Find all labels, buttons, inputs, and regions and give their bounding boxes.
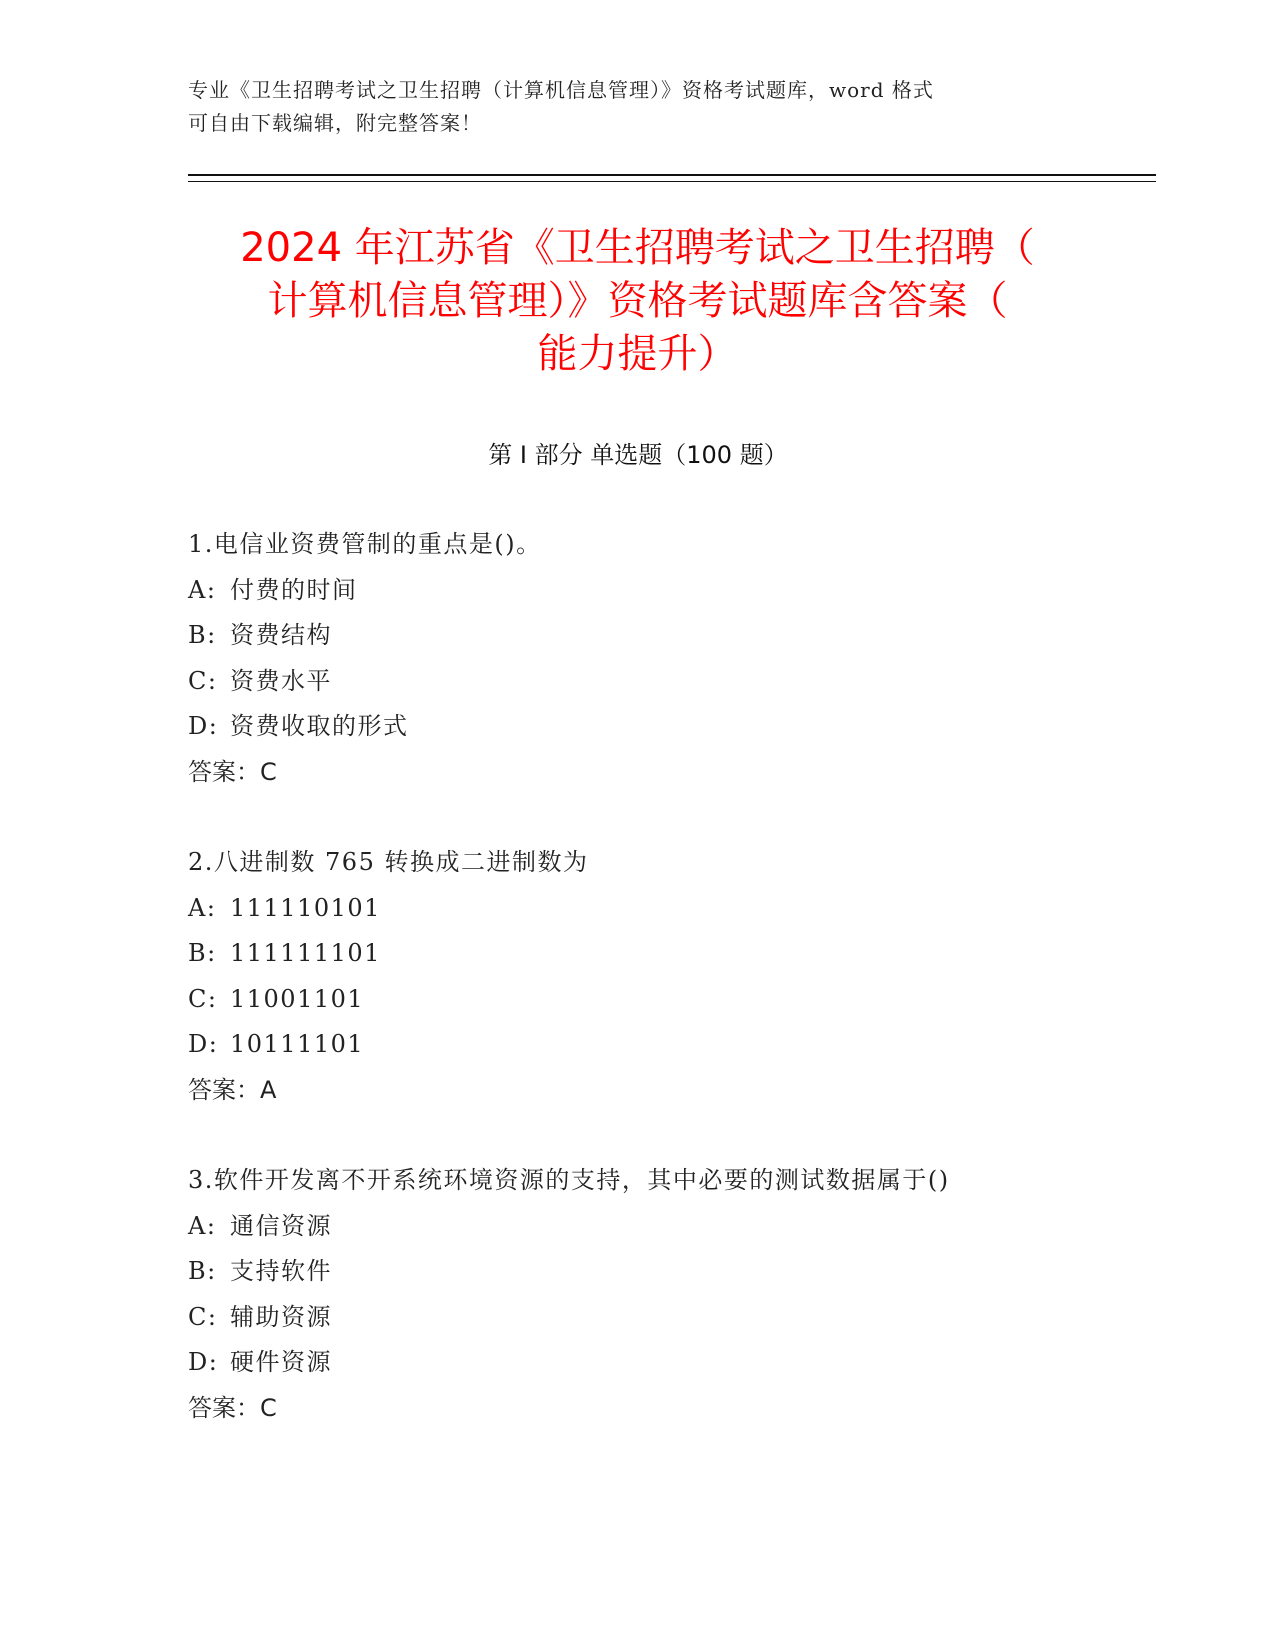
option-a bbox=[188, 1204, 1138, 1250]
option-letter: B: bbox=[188, 1257, 217, 1285]
option-text: 111110101 bbox=[230, 893, 381, 922]
option-letter: D: bbox=[188, 1348, 219, 1376]
section-heading: 第 I 部分 单选题（100 题） bbox=[488, 441, 788, 469]
option-b bbox=[188, 931, 1138, 977]
option-c bbox=[188, 659, 1138, 705]
header-note-line-1: 专业《卫生招聘考试之卫生招聘（计算机信息管理）》资格考试题库，word 格式 bbox=[188, 78, 934, 102]
option-text: 11001101 bbox=[230, 984, 365, 1013]
option-b bbox=[188, 1249, 1138, 1295]
document-title-line-2: 计算机信息管理）》资格考试题库含答案（ bbox=[267, 278, 1008, 324]
option-letter: B: bbox=[188, 939, 217, 967]
document-title bbox=[175, 222, 1100, 381]
question-3 bbox=[188, 1158, 1138, 1431]
option-letter: A: bbox=[188, 1211, 217, 1240]
question-stem: 3.软件开发离不开系统环境资源的支持，其中必要的测试数据属于() bbox=[188, 1166, 950, 1194]
option-text: 通信资源 bbox=[230, 1211, 332, 1240]
option-text: 资费结构 bbox=[230, 621, 332, 649]
question-1 bbox=[188, 522, 1138, 795]
option-c bbox=[188, 1295, 1138, 1341]
question-stem: 1.电信业资费管制的重点是()。 bbox=[188, 530, 542, 558]
option-c bbox=[188, 977, 1138, 1023]
option-text: 硬件资源 bbox=[230, 1348, 332, 1376]
option-text: 付费的时间 bbox=[230, 575, 358, 604]
option-text: 辅助资源 bbox=[230, 1302, 332, 1331]
header-note-line-2: 可自由下载编辑，附完整答案！ bbox=[188, 111, 482, 135]
answer-line: 答案：C bbox=[188, 1393, 277, 1422]
option-letter: C: bbox=[188, 1302, 218, 1331]
option-text: 10111101 bbox=[230, 1030, 365, 1058]
option-a bbox=[188, 568, 1138, 614]
option-text: 资费收取的形式 bbox=[230, 712, 409, 740]
option-a bbox=[188, 886, 1138, 932]
option-text: 支持软件 bbox=[230, 1257, 332, 1285]
option-letter: D: bbox=[188, 712, 219, 740]
document-title-line-1: 2024 年江苏省《卫生招聘考试之卫生招聘（ bbox=[240, 225, 1035, 271]
option-letter: C: bbox=[188, 666, 218, 695]
header-divider-thick bbox=[188, 174, 1156, 176]
answer-line: 答案：A bbox=[188, 1075, 277, 1104]
option-letter: D: bbox=[188, 1030, 219, 1058]
option-d bbox=[188, 704, 1138, 750]
option-letter: B: bbox=[188, 621, 217, 649]
option-letter: A: bbox=[188, 575, 217, 604]
document-title-line-3: 能力提升） bbox=[537, 331, 738, 377]
option-text: 111111101 bbox=[230, 939, 381, 967]
option-d bbox=[188, 1022, 1138, 1068]
option-b bbox=[188, 613, 1138, 659]
header-divider-thin bbox=[188, 181, 1156, 182]
question-stem: 2.八进制数 765 转换成二进制数为 bbox=[188, 848, 589, 876]
option-d bbox=[188, 1340, 1138, 1386]
option-letter: A: bbox=[188, 893, 217, 922]
option-text: 资费水平 bbox=[230, 666, 332, 695]
answer-line: 答案：C bbox=[188, 757, 277, 786]
option-letter: C: bbox=[188, 984, 218, 1013]
header-note bbox=[188, 74, 1088, 140]
question-2 bbox=[188, 840, 1138, 1113]
